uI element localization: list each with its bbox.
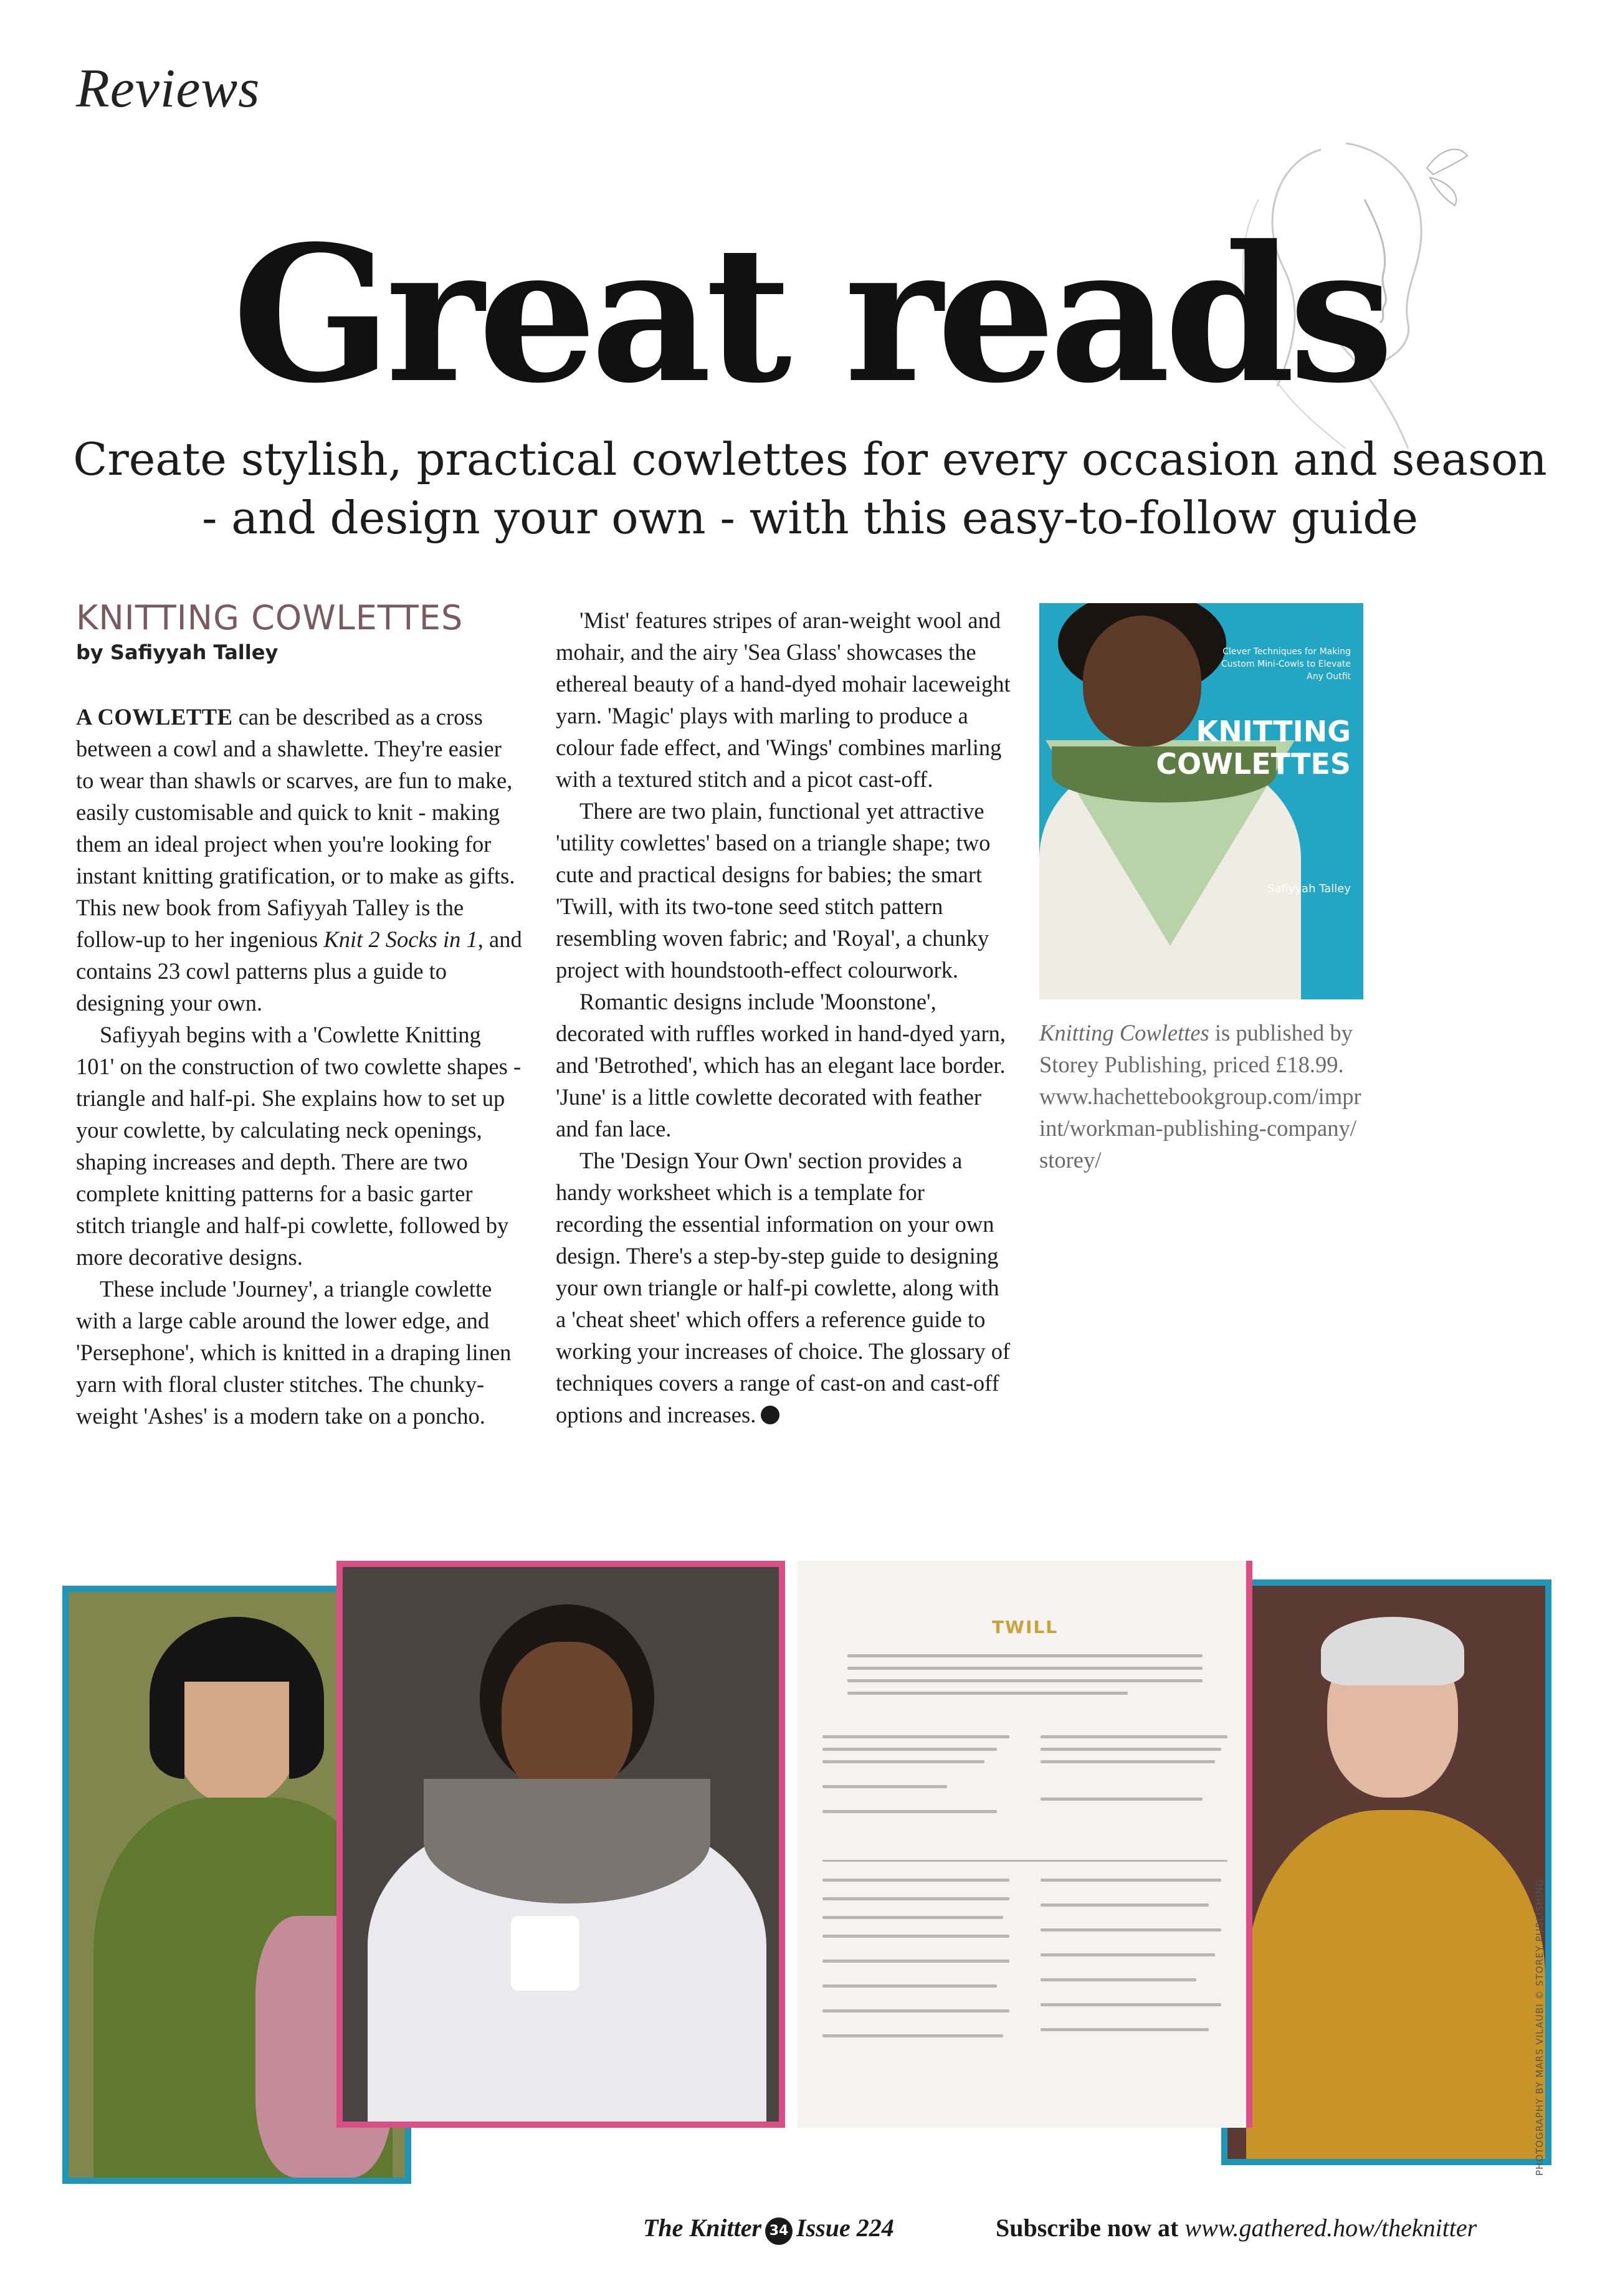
footer-magazine: The Knitter (643, 2214, 762, 2242)
body-paragraph-3: These include 'Journey', a triangle cowlette with a large cable around the lower edge, and 'Persephone', which is knitted in a draping linen yarn with floral cluster stitches. The chunky-weight 'Ashes' is a modern take on a poncho. (76, 1276, 512, 1429)
book-author: by Safiyyah Talley (76, 641, 279, 664)
paragraph-1-text: can be described as a cross between a cowl and a shawlette. They're easier to wear than shawls or scarves, are fun to make, easily customisable and quick to knit - making them an ideal project when you're looking for instant knitting gratification, or to make as gifts. This new book from Safiyyah Talley is the follow-up to her ingenious (76, 704, 515, 952)
cover-caption (1039, 1017, 1363, 1176)
footer-subscribe-text: Subscribe now at (996, 2214, 1185, 2242)
standfirst-line-1: Create stylish, practical cowlettes for every occasion and season (73, 433, 1547, 485)
cover-tagline: Clever Techniques for Making Custom Mini-Cowls to Elevate Any Outfit (1221, 647, 1351, 682)
body-column-1 (76, 701, 525, 1432)
paragraph-1-book-title: Knit 2 Socks in 1 (323, 926, 478, 952)
cover-title-line-1: KNITTING (1196, 715, 1351, 748)
pattern-page-title: TWILL (991, 1617, 1059, 1637)
caption-url: www.hachettebookgroup.com/imprint/workman-publishing-company/storey/ (1039, 1084, 1361, 1173)
body-paragraph-2: Safiyyah begins with a 'Cowlette Knitting 101' on the construction of two cowlette shapes - triangle and half-pi. She explains how to set up your cowlette, by calculating neck openings, shaping increases and depth. There are two complete knitting patterns for a basic garter stitch triangle and half-pi cowlette, followed by more decorative designs. (76, 1022, 522, 1270)
end-mark-icon (761, 1406, 779, 1424)
section-label: Reviews (76, 59, 260, 119)
paragraph-1-end: , and contains 23 cowl patterns plus a guide to designing your own. (76, 926, 522, 1016)
page-number-badge: 34 (765, 2217, 793, 2245)
standfirst (62, 430, 1558, 547)
photo-credit: PHOTOGRAPHY BY MARS VILAUBI © STOREY PUBLISHING (1534, 1879, 1545, 2176)
footer-issue (643, 2213, 894, 2245)
cover-title (1145, 715, 1351, 780)
caption-text: is published by Storey Publishing, priced £18.99. (1039, 1020, 1353, 1077)
footer-issue-number: Issue 224 (796, 2214, 894, 2242)
pattern-page (798, 1561, 1252, 2128)
body-paragraph-5: There are two plain, functional yet attractive 'utility cowlettes' based on a triangle shape; two cute and practical designs for babies; the smart 'Twill, with its two-tone seed stitch pattern resembling woven fabric; and 'Royal', a chunky project with houndstooth-effect colourwork. (556, 798, 991, 983)
book-spread-photo (25, 1542, 1570, 2203)
body-column-2 (556, 604, 1011, 1431)
footer-subscribe-link[interactable]: www.gathered.how/theknitter (1184, 2214, 1477, 2242)
body-paragraph-7 (556, 1145, 1011, 1431)
lead-in: A COWLETTE (76, 704, 233, 730)
photo-center-model (336, 1561, 785, 2128)
body-paragraph-1 (76, 701, 525, 1019)
cover-title-line-2: COWLETTES (1156, 747, 1351, 781)
caption-book-title: Knitting Cowlettes (1039, 1020, 1209, 1046)
headline: Great reads (232, 204, 1388, 424)
body-paragraph-4: 'Mist' features stripes of aran-weight wool and mohair, and the airy 'Sea Glass' showcases the ethereal beauty of a hand-dyed mohair laceweight yarn. 'Magic' plays with marling to produce a colour fade effect, and 'Wings' combines marling with a textured stitch and a picot cast-off. (556, 607, 1011, 792)
photo-right-model (1221, 1579, 1551, 2165)
book-cover (1039, 603, 1363, 999)
standfirst-line-2: - and design your own - with this easy-to-follow guide (202, 492, 1418, 544)
body-paragraph-6: Romantic designs include 'Moonstone', decorated with ruffles worked in hand-dyed yarn, and 'Betrothed', which has an elegant lace border. 'June' is a little cowlette decorated with feather and fan lace. (556, 989, 1006, 1141)
cover-author: Safiyyah Talley (1267, 882, 1351, 895)
book-title: KNITTING COWLETTES (76, 598, 464, 637)
paragraph-7-text: The 'Design Your Own' section provides a handy worksheet which is a template for recording the essential information on your own design. There's a step-by-step guide to designing your own triangle or half-pi cowlette, along with a 'cheat sheet' which offers a reference guide to working your increases of choice. The glossary of techniques covers a range of cast-on and cast-off options and increases. (556, 1148, 1011, 1427)
footer-subscribe (996, 2213, 1477, 2242)
